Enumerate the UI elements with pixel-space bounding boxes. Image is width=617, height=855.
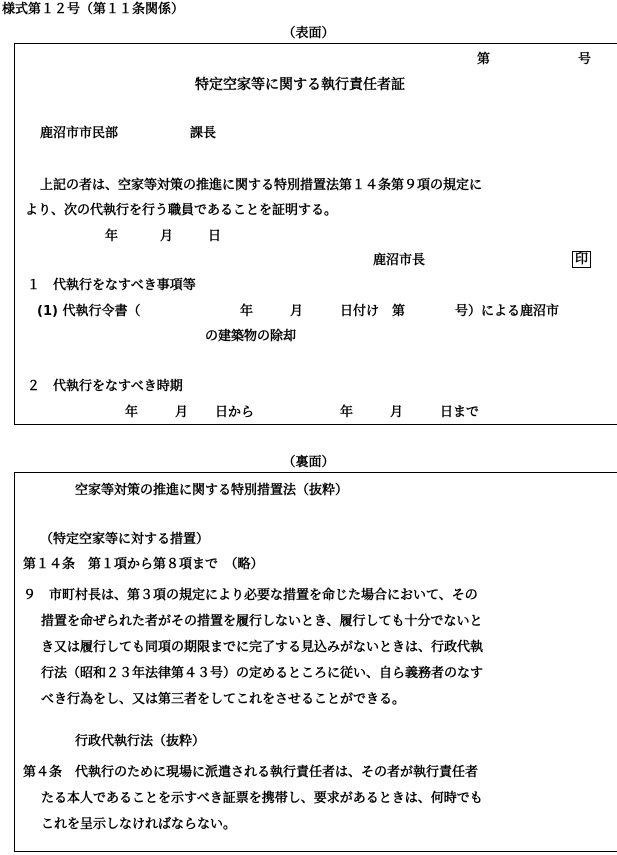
mayor-title: 鹿沼市長 [373,253,426,268]
law-2-line: たる本人であることを示すべき証票を携帯し、要求があるときは、何時でも [41,791,483,806]
back-card [14,472,617,852]
front-label: （表面） [282,26,335,41]
period-year-1: 年 [125,405,139,420]
item-1-line-2: の建築物の除却 [205,329,297,344]
law-1-line: べき行為をし、又は第三者をしてこれをさせることができる。 [41,692,406,707]
date-day: 日 [208,229,222,244]
number-go: 号 [578,52,592,67]
law-1-line: ９ 市町村長は、第３項の規定により必要な措置を命じた場合において、その [23,588,478,603]
law-1-line: 行法（昭和２３年法律第４３号）の定めるところに従い、自ら義務者のなす [41,666,484,681]
seal-mark: 印 [572,251,591,268]
law-2-line: 第４条 代執行のために現場に派遣される執行責任者は、その者が執行責任者 [23,765,479,780]
body-line-1: 上記の者は、空家等対策の推進に関する特別措置法第１４条第９項の規定に [40,178,483,193]
period-year-2: 年 [340,405,354,420]
form-number: 様式第１２号（第１１条関係） [2,2,185,17]
law-2-paragraph [23,760,483,838]
department: 鹿沼市市民部 [40,126,119,141]
section-chief: 課長 [190,126,217,141]
front-card [14,43,617,425]
back-label: （裏面） [282,455,335,470]
law-1-line: き又は履行しても同項の期限までに完了する見込みがないときは、行政代執 [41,640,484,655]
law-2-title: 行政代執行法（抜粋） [75,734,206,749]
period-month-1: 月 [175,405,189,420]
item-1-order-month: 月 [290,304,304,319]
item-1-order-year: 年 [240,304,254,319]
item-1-order-day: 日付け 第 [340,304,406,319]
item-1-title: １ 代執行をなすべき事項等 [27,278,196,293]
body-line-2: より、次の代執行を行う職員であることを証明する。 [25,203,338,218]
period-month-2: 月 [390,405,404,420]
date-year: 年 [105,229,119,244]
law-1-title: 空家等対策の推進に関する特別措置法（抜粋） [75,483,349,498]
period-to: 日まで [440,405,480,420]
law-1-line: 措置を命ぜられた者がその措置を履行しないとき、履行しても十分でないと [41,614,483,629]
item-2-title: ２ 代執行をなすべき時期 [27,379,183,394]
law-1-subheading: （特定空家等に対する措置） [40,532,210,547]
date-month: 月 [160,229,174,244]
law-1-paragraph [23,583,483,713]
item-1-order-e: 号）による鹿沼市 [455,304,560,319]
period-from: 日から [215,405,255,420]
number-dai: 第 [477,52,491,67]
certificate-title: 特定空家等に関する執行責任者証 [195,77,405,93]
law-1-article: 第１４条 第１項から第８項まで （略） [23,557,264,572]
law-2-line: これを呈示しなければならない。 [41,817,237,832]
item-1-order-a: (1) 代執行令書（ [37,304,141,319]
